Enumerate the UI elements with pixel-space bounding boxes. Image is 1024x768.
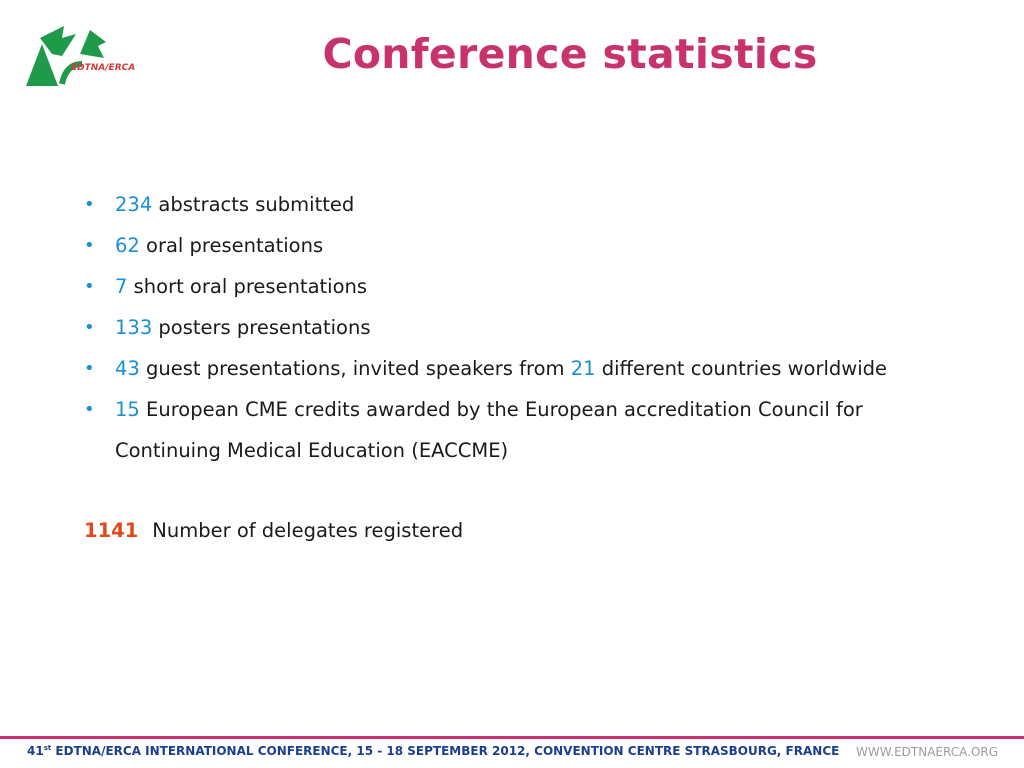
list-item — [84, 225, 887, 266]
footer-conference-info — [27, 744, 839, 758]
delegates-summary — [84, 513, 463, 549]
stat-number: 43 — [115, 357, 140, 380]
page-title: Conference statistics — [322, 30, 818, 78]
delegates-count: 1141 — [84, 519, 139, 542]
logo-text: EDTNA/ERCA — [71, 63, 136, 73]
edtna-erca-logo — [22, 24, 140, 88]
stat-number: 62 — [115, 234, 140, 257]
footer-edition-suffix: st — [43, 744, 52, 752]
footer-website: WWW.EDTNAERCA.ORG — [856, 745, 998, 759]
stat-number: 133 — [115, 316, 153, 339]
delegates-label: Number of delegates registered — [152, 519, 464, 542]
list-item — [84, 184, 887, 225]
bullet-icon: • — [84, 317, 95, 338]
stat-number: 7 — [115, 275, 128, 298]
bullet-icon: • — [84, 358, 95, 379]
list-item — [84, 307, 887, 348]
stat-text: short oral presentations — [127, 275, 368, 298]
list-item — [84, 266, 887, 307]
stat-text: oral presentations — [139, 234, 324, 257]
footer-divider — [0, 736, 1024, 739]
stat-number: 234 — [115, 193, 153, 216]
stat-text: guest presentations, invited speakers from — [139, 357, 571, 380]
stat-text-line2: Continuing Medical Education (EACCME) — [115, 439, 509, 462]
bullet-icon: • — [84, 276, 95, 297]
stat-text: posters presentations — [152, 316, 371, 339]
list-item — [84, 389, 887, 471]
stat-text: European CME credits awarded by the European accreditation Council for — [139, 398, 863, 421]
stat-text: abstracts submitted — [152, 193, 355, 216]
footer-edition-number: 41 — [27, 744, 44, 758]
bullet-icon: • — [84, 194, 95, 215]
bullet-icon: • — [84, 399, 95, 420]
statistics-list — [84, 184, 887, 471]
stat-number-countries: 21 — [570, 357, 596, 380]
stat-text-continued: different countries worldwide — [595, 357, 888, 380]
list-item — [84, 348, 887, 389]
bullet-icon: • — [84, 235, 95, 256]
footer-conference-text: EDTNA/ERCA INTERNATIONAL CONFERENCE, 15 - 18 SEPTEMBER 2012, CONVENTION CENTRE STRASBOURG, FRANCE — [51, 744, 840, 758]
stat-number: 15 — [115, 398, 140, 421]
